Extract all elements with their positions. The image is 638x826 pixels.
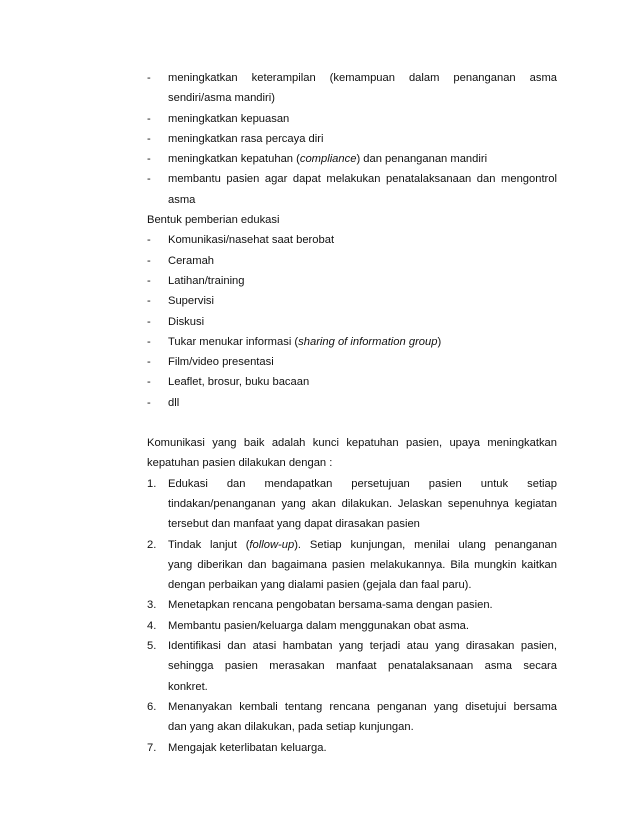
benefit-line: meningkatkan rasa percaya diri [168,132,324,145]
step-number: 5. [147,640,157,653]
bullet-dash: - [147,335,151,348]
step-number: 7. [147,741,157,754]
form-text: Supervisi [168,295,215,308]
form-item [147,352,557,372]
step-item [147,474,557,535]
form-text: Diskusi [168,315,205,328]
bullet-dash: - [147,295,151,308]
step-number: 4. [147,619,157,632]
step-line: Menetapkan rencana pengobatan bersama-sama dengan pasien. [168,599,493,612]
step-item [147,616,557,636]
bullet-dash: - [147,153,151,166]
form-text: Leaflet, brosur, buku bacaan [168,376,310,389]
italic-term: compliance [299,153,357,166]
form-item [147,312,557,332]
step-number: 6. [147,700,157,713]
paragraph-gap [147,413,557,433]
benefit-line: meningkatkan kepuasan [168,112,290,125]
bullet-dash: - [147,173,151,186]
text-run: Tindak lanjut ( [168,538,250,551]
step-line: Edukasi dan mendapatkan persetujuan pasien untuk setiap [168,477,557,490]
form-text: Latihan/training [168,274,245,287]
step-line: dengan perbaikan yang dialami pasien (gejala dan faal paru). [168,579,472,592]
bullet-dash: - [147,315,151,328]
bullet-dash: - [147,72,151,84]
text-run: Tukar menukar informasi ( [168,335,299,348]
bullet-dash: - [147,112,151,125]
text-run: ) dan penanganan mandiri [356,153,488,166]
bullet-dash: - [147,132,151,145]
form-item [147,251,557,271]
step-number: 3. [147,599,157,612]
step-item [147,636,557,697]
intro-line: kepatuhan pasien dilakukan dengan : [147,457,333,470]
step-line: tindakan/penanganan yang akan dilakukan. Jelaskan sepenuhnya kegiatan [168,497,557,510]
bullet-dash: - [147,254,151,267]
bullet-dash: - [147,234,151,247]
step-line: Membantu pasien/keluarga dalam menggunakan obat asma. [168,619,470,632]
benefit-line [168,149,557,169]
step-line: Identifikasi dan atasi hambatan yang terjadi atau yang dirasakan pasien, [168,640,557,653]
page-content [147,68,557,758]
benefit-item [147,129,557,149]
benefit-item [147,109,557,129]
text-run: meningkatkan kepatuhan ( [168,153,300,166]
step-number: 1. [147,477,157,490]
step-line: yang diberikan dan bagaimana pasien melakukannya. Bila mungkin kaitkan [168,558,557,571]
form-text [168,332,557,352]
benefit-item [147,169,557,210]
step-line: tersebut dan manfaat yang dapat dirasakan pasien [168,518,420,531]
form-text: Film/video presentasi [168,356,274,369]
benefit-item [147,68,557,109]
step-number: 2. [147,538,157,551]
step-line [168,535,557,555]
benefit-line: asma [168,193,196,206]
form-item [147,393,557,413]
benefit-line: meningkatkan keterampilan (kemampuan dalam penanganan asma [168,72,557,84]
step-line: sehingga pasien merasakan manfaat penatalaksanaan asma secara [168,660,557,673]
step-item [147,535,557,596]
text-run: ). Setiap kunjungan, menilai ulang penanganan [294,538,557,551]
step-line: Menanyakan kembali tentang rencana penganan yang disetujui bersama [168,700,557,713]
benefit-line: sendiri/asma mandiri) [168,92,275,105]
form-text: dll [168,396,180,409]
form-item [147,230,557,250]
text-run: ) [437,335,442,348]
bullet-dash: - [147,356,151,369]
bullet-dash: - [147,376,151,389]
bullet-dash: - [147,274,151,287]
italic-term: sharing of information group [298,335,438,348]
step-line: Mengajak keterlibatan keluarga. [168,741,327,754]
forms-heading: Bentuk pemberian edukasi [147,214,280,227]
benefit-item [147,149,557,169]
intro-line: Komunikasi yang baik adalah kunci kepatuhan pasien, upaya meningkatkan [147,437,557,450]
form-item [147,271,557,291]
step-line: konkret. [168,680,208,693]
step-item [147,697,557,738]
step-item [147,595,557,615]
form-item [147,372,557,392]
form-item [147,332,557,352]
form-text: Komunikasi/nasehat saat berobat [168,234,335,247]
form-text: Ceramah [168,254,215,267]
bullet-dash: - [147,396,151,409]
italic-term: follow-up [249,538,295,551]
step-item [147,738,557,758]
step-line: dan yang akan dilakukan, pada setiap kunjungan. [168,721,414,734]
benefit-line: membantu pasien agar dapat melakukan penatalaksanaan dan mengontrol [168,173,557,186]
form-item [147,291,557,311]
